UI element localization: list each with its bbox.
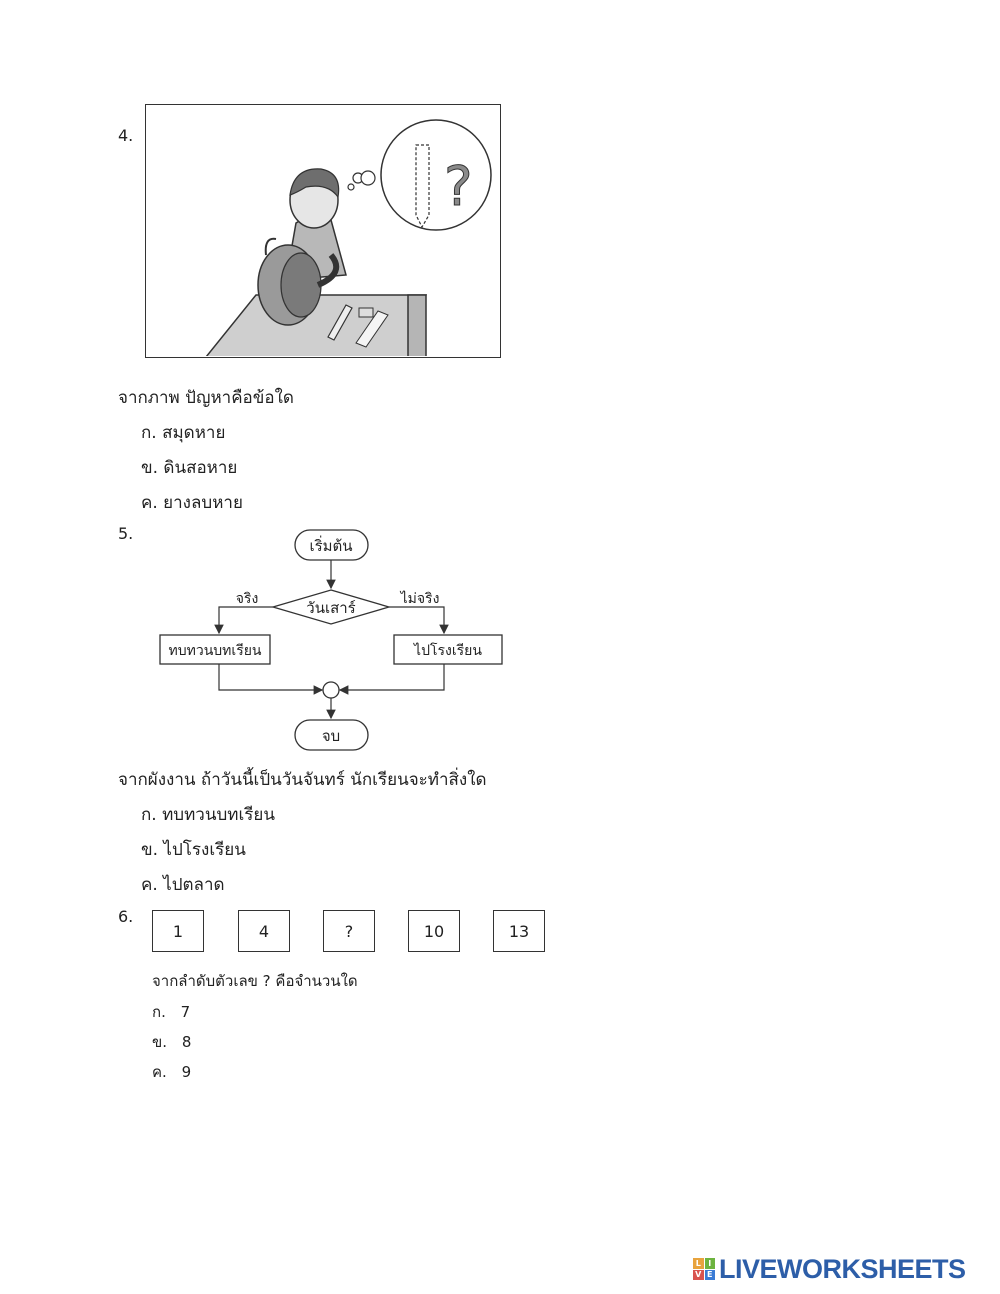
question-4-option-b[interactable]: ข. ดินสอหาย (141, 458, 238, 478)
flowchart-start-label: เริ่มต้น (309, 537, 353, 555)
question-6-number: 6. (118, 907, 134, 926)
question-6-option-a-value: 7 (180, 1003, 191, 1021)
question-5-option-c[interactable]: ค. ไปตลาด (141, 875, 225, 895)
flowchart-end-label: จบ (321, 727, 341, 745)
question-5-option-b[interactable]: ข. ไปโรงเรียน (141, 840, 246, 860)
question-6-option-b-letter: ข. (152, 1033, 168, 1051)
question-6-option-b-value: 8 (181, 1033, 192, 1051)
sequence-box-2: 4 (238, 910, 290, 952)
question-5-number: 5. (118, 524, 134, 543)
flowchart-connector (323, 682, 339, 698)
boy-looking-for-pencil-illustration (146, 105, 499, 356)
flowchart-decision-label: วันเสาร์ (306, 599, 356, 617)
sequence-box-4: 10 (408, 910, 460, 952)
question-4-option-a[interactable]: ก. สมุดหาย (141, 423, 226, 443)
question-5-prompt: จากผังงาน ถ้าวันนี้เป็นวันจันทร์ นักเรียนจะทำสิ่งใด (118, 770, 487, 790)
question-4-prompt: จากภาพ ปัญหาคือข้อใด (118, 388, 294, 408)
flowchart-no-label: ไม่จริง (400, 591, 440, 607)
question-6-option-b[interactable] (152, 1030, 191, 1054)
liveworksheets-logo-text: LIVEWORKSHEETS (719, 1253, 966, 1284)
question-6-option-c-letter: ค. (152, 1063, 167, 1081)
question-6-option-a-letter: ก. (152, 1003, 166, 1021)
flowchart-no-process-label: ไปโรงเรียน (414, 643, 482, 659)
sequence-box-1: 1 (152, 910, 204, 952)
question-6-prompt: จากลำดับตัวเลข ? คือจำนวนใด (152, 972, 358, 990)
question-6-option-c[interactable] (152, 1060, 191, 1084)
question-4-number: 4. (118, 126, 134, 145)
question-4-illustration (145, 104, 501, 358)
liveworksheets-logo-icon: L I V E (693, 1258, 715, 1280)
question-6-option-a[interactable] (152, 1000, 190, 1024)
flowchart-yes-label: จริง (235, 591, 259, 607)
question-mark-icon: ? (444, 155, 473, 218)
flowchart-yes-process-label: ทบทวนบทเรียน (168, 643, 262, 659)
question-6-option-c-value: 9 (181, 1063, 192, 1081)
question-4-option-c[interactable]: ค. ยางลบหาย (141, 493, 243, 513)
question-5-option-a[interactable]: ก. ทบทวนบทเรียน (141, 805, 275, 825)
liveworksheets-logo[interactable] (693, 1254, 966, 1284)
sequence-box-3: ? (323, 910, 375, 952)
flowchart (150, 525, 520, 755)
sequence-box-5: 13 (493, 910, 545, 952)
